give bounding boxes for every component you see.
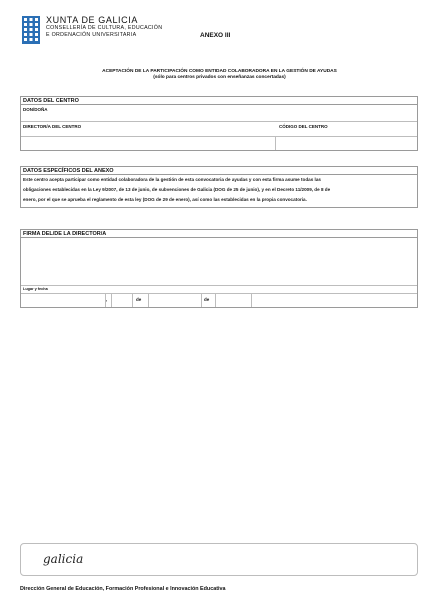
annex-data-section bbox=[20, 166, 418, 208]
signature-heading: FIRMA DEL/DE LA DIRECTOR/A bbox=[21, 230, 417, 238]
divider bbox=[275, 137, 276, 150]
divider bbox=[251, 294, 252, 307]
divider bbox=[111, 294, 112, 307]
centre-code-input[interactable] bbox=[277, 137, 417, 149]
xunta-logo-icon bbox=[22, 16, 40, 44]
annex-text-line-1: Este centro acepta participar como entidad colaboradora de la gestión de esta convocatoria de ayudas y con esta firma asume todas las bbox=[23, 177, 321, 182]
day-input[interactable] bbox=[113, 294, 130, 306]
divider bbox=[215, 294, 216, 307]
annex-text bbox=[21, 175, 417, 205]
document-title bbox=[0, 69, 439, 81]
centre-code-label: CÓDIGO DEL CENTRO bbox=[279, 124, 328, 129]
annex-text-line-2: obligaciones establecidas en la Ley 9/2007, de 13 de junio, de subvenciones de Galicia (DOG de 25 de junio), y en el Decreto 11/2009, de 8 de bbox=[23, 187, 331, 192]
footer-department: Dirección General de Educación, Formación Profesional e Innovación Educativa bbox=[20, 586, 226, 592]
de-label-1: de bbox=[136, 297, 142, 302]
don-label: DON/DOÑA bbox=[23, 107, 48, 112]
footer-logo-box bbox=[20, 543, 418, 576]
director-row bbox=[21, 122, 417, 137]
org-sub-line-2: E ORDENACIÓN UNIVERSITARIA bbox=[46, 32, 137, 38]
de-label-2: de bbox=[204, 297, 210, 302]
org-sub-line-1: CONSELLERÍA DE CULTURA, EDUCACIÓN bbox=[46, 25, 163, 31]
annex-data-heading: DATOS ESPECÍFICOS DEL ANEXO bbox=[21, 167, 417, 175]
organization-block bbox=[46, 15, 162, 39]
director-input[interactable] bbox=[21, 137, 274, 149]
title-line-1: ACEPTACIÓN DE LA PARTICIPACIÓN COMO ENTIDAD COLABORADORA EN LA GESTIÓN DE AYUDAS bbox=[102, 69, 337, 74]
org-name: XUNTA DE GALICIA bbox=[46, 15, 138, 25]
annex-label: ANEXO III bbox=[200, 32, 231, 39]
comma-separator: , bbox=[106, 297, 108, 302]
year-input[interactable] bbox=[217, 294, 249, 306]
don-row bbox=[21, 105, 417, 122]
place-date-label-row bbox=[21, 286, 417, 294]
signature-section bbox=[20, 229, 418, 308]
divider bbox=[201, 294, 202, 307]
centre-data-section bbox=[20, 96, 418, 151]
divider bbox=[148, 294, 149, 307]
galicia-logo: galicia bbox=[43, 552, 84, 566]
place-date-label: Lugar y fecha bbox=[23, 287, 48, 291]
annex-text-line-3: enero, por el que se aprueba el reglamento de esta ley (DOG de 29 de enero), así como las establecidas en la propia convocatoria. bbox=[23, 197, 307, 202]
centre-data-heading: DATOS DEL CENTRO bbox=[21, 97, 417, 105]
place-input[interactable] bbox=[21, 294, 103, 306]
place-date-row bbox=[21, 294, 417, 307]
director-label: DIRECTOR/A DEL CENTRO bbox=[23, 124, 82, 129]
month-input[interactable] bbox=[150, 294, 200, 306]
divider bbox=[132, 294, 133, 307]
director-value-row bbox=[21, 137, 417, 150]
signature-area[interactable] bbox=[21, 238, 417, 286]
title-line-2: (sólo para centros privados con enseñanzas concertadas) bbox=[153, 75, 286, 80]
